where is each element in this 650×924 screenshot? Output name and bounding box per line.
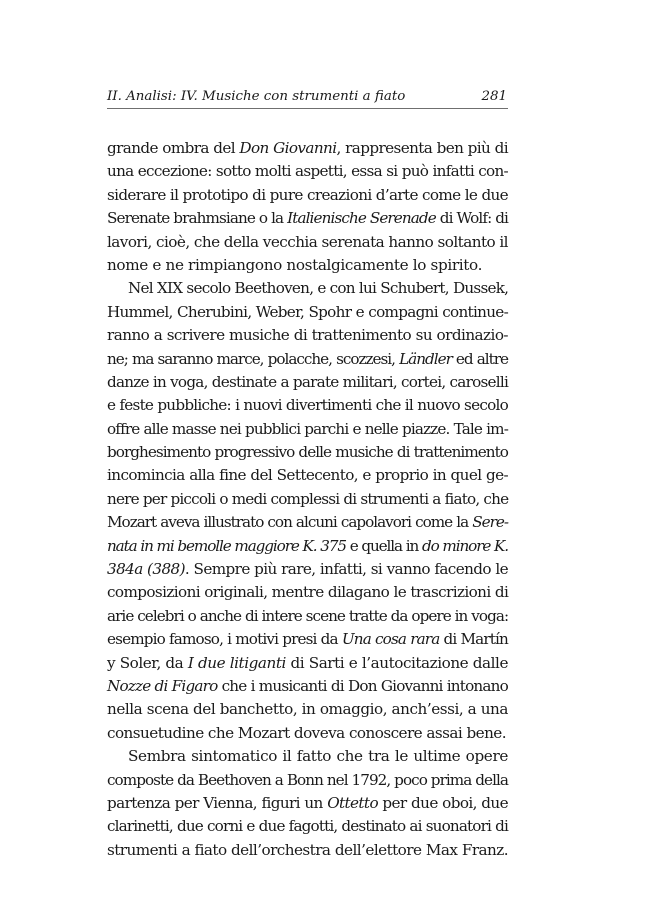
text-line [107, 394, 508, 417]
text-line [107, 254, 508, 277]
text-segment: per due oboi, due [377, 793, 508, 812]
text-segment: siderare il prototipo di pure creazioni d’arte come le due [107, 185, 508, 204]
text-line [107, 605, 508, 628]
italic-text: Sere- [472, 513, 508, 532]
text-segment: composte da Beethoven a Bonn nel 1792, poco prima della [107, 770, 508, 789]
text-segment: e quella in [345, 536, 422, 555]
text-line [107, 137, 508, 160]
text-segment: e feste pubbliche: i nuovi divertimenti che il nuovo secolo [107, 396, 508, 415]
text-segment: Mozart aveva illustrato con alcuni capolavori come la [107, 513, 473, 532]
text-segment: . Sempre più rare, infatti, si vanno facendo le [184, 560, 509, 579]
text-segment: ne; ma saranno marce, polacche, scozzesi, [107, 349, 400, 368]
page-number: 281 [481, 89, 507, 104]
book-page [107, 88, 508, 862]
text-line [107, 652, 508, 675]
text-segment: di Wolf: di [435, 209, 508, 228]
text-line [107, 745, 508, 768]
text-segment: grande ombra del [107, 139, 240, 157]
text-line [107, 511, 508, 534]
italic-text: Don Giovanni [239, 139, 337, 157]
text-segment: Nel XIX secolo Beethoven, e con lui Schubert, Dussek, [128, 279, 509, 298]
text-segment: Hummel, Cherubini, Weber, Spohr e compagni continue- [107, 302, 508, 321]
text-segment: clarinetti, due corni e due fagotti, destinato ai suonatori di [107, 817, 508, 836]
text-segment: nere per piccoli o medi complessi di strumenti a fiato, che [107, 489, 509, 508]
text-line [107, 815, 508, 838]
text-line [107, 675, 508, 698]
text-line [107, 348, 508, 371]
body-text [107, 137, 508, 862]
text-segment: strumenti a fiato dell’orchestra dell’elettore Max Franz. [107, 840, 508, 859]
italic-text: Nozze di Figaro [107, 676, 218, 695]
italic-text: nata in mi bemolle maggiore K. 375 [107, 536, 346, 555]
text-segment: offre alle masse nei pubblici parchi e nelle piazze. Tale im- [107, 419, 508, 438]
text-line [107, 628, 508, 651]
text-line [107, 464, 508, 487]
text-segment: una eccezione: sotto molti aspetti, essa si può infatti con- [107, 162, 508, 181]
text-line [107, 184, 508, 207]
italic-text: Italienische Serenade [287, 209, 436, 228]
italic-text: Una cosa rara [341, 630, 440, 649]
text-line [107, 722, 508, 745]
text-segment: lavori, cioè, che della vecchia serenata hanno soltanto il [107, 232, 508, 251]
italic-text: Ottetto [327, 793, 378, 812]
text-segment: composizioni originali, mentre dilagano le trascrizioni di [107, 583, 509, 602]
text-segment: ed altre [451, 349, 508, 368]
text-line [107, 792, 508, 815]
text-segment: nome e ne rimpiangono nostalgicamente lo spirito. [107, 255, 483, 274]
text-segment: borghesimento progressivo delle musiche di trattenimento [107, 443, 508, 462]
text-line [107, 371, 508, 394]
text-segment: di Sarti e l’autocitazione dalle [285, 653, 508, 672]
running-header [107, 88, 508, 109]
text-line [107, 324, 508, 347]
text-line [107, 231, 508, 254]
text-segment: che i musicanti di Don Giovanni intonano [217, 676, 508, 695]
text-line [107, 441, 508, 464]
text-segment: ranno a scrivere musiche di trattenimento su ordinazio- [107, 326, 508, 345]
text-line [107, 301, 508, 324]
text-line [107, 277, 508, 300]
text-segment: y Soler, da [107, 653, 188, 672]
italic-text: 384a (388) [107, 560, 185, 579]
text-line [107, 418, 508, 441]
text-segment: nella scena del banchetto, in omaggio, anch’essi, a una [107, 700, 508, 719]
text-segment: Sembra sintomatico il fatto che tra le ultime opere [128, 747, 508, 766]
text-line [107, 558, 508, 581]
italic-text: I due litiganti [187, 653, 286, 672]
running-title: II. Analisi: IV. Musiche con strumenti a fiato [107, 89, 406, 104]
text-segment: esempio famoso, i motivi presi da [107, 630, 342, 649]
text-segment: incomincia alla fine del Settecento, e proprio in quel ge- [107, 466, 508, 485]
text-line [107, 488, 508, 511]
text-line [107, 160, 508, 183]
text-segment: danze in voga, destinate a parate militari, cortei, caroselli [107, 372, 509, 391]
text-segment: partenza per Vienna, figuri un [107, 793, 328, 812]
text-segment: , rappresenta ben più di [336, 139, 508, 157]
text-line [107, 535, 508, 558]
text-line [107, 769, 508, 792]
italic-text: Ländler [399, 349, 452, 368]
text-segment: consuetudine che Mozart doveva conoscere assai bene. [107, 723, 507, 742]
text-segment: Serenate brahmsiane o la [107, 209, 288, 228]
text-line [107, 207, 508, 230]
text-segment: arie celebri o anche di intere scene tratte da opere in voga: [107, 606, 509, 625]
text-line [107, 698, 508, 721]
italic-text: do minore K. [421, 536, 508, 555]
text-line [107, 581, 508, 604]
text-segment: di Martín [439, 630, 508, 649]
text-line [107, 839, 508, 862]
